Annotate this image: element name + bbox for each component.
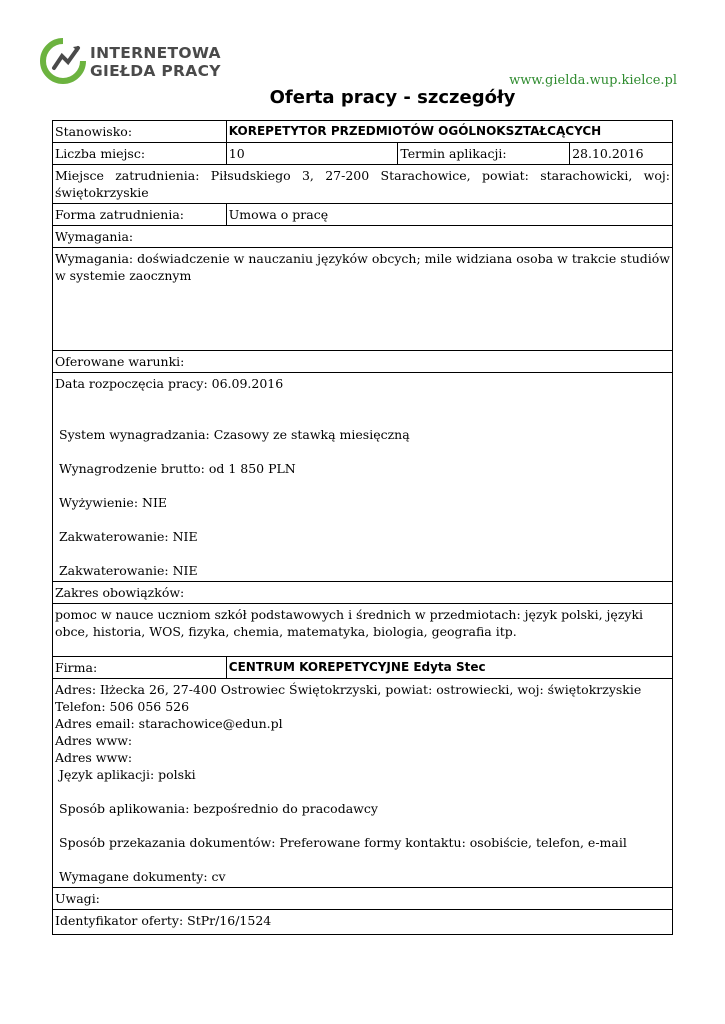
row-conditions-label [53, 351, 673, 373]
notes-label: Uwagi: [53, 888, 673, 910]
places-value: 10 [226, 143, 398, 165]
deadline-label: Termin aplikacji: [398, 143, 570, 165]
contact-block [53, 679, 673, 888]
requirements-value: Wymagania: doświadczenie w nauczaniu języków obcych; mile widziana osoba w trakcie studiów w systemie zaocznym [53, 248, 673, 351]
requirements-label: Wymagania: [53, 226, 673, 248]
row-requirements-value [53, 248, 673, 351]
company-label: Firma: [53, 657, 227, 679]
salary: Wynagrodzenie brutto: od 1 850 PLN [59, 461, 296, 476]
row-position [53, 121, 673, 143]
logo-emblem-icon [40, 38, 86, 84]
offer-identifier: Identyfikator oferty: StPr/16/1524 [53, 910, 673, 935]
position-label: Stanowisko: [53, 121, 227, 143]
logo [40, 38, 230, 88]
row-notes [53, 888, 673, 910]
meals: Wyżywienie: NIE [59, 495, 168, 510]
documents-delivery: Sposób przekazania dokumentów: Preferowane formy kontaktu: osobiście, telefon, e-mail [59, 835, 627, 850]
row-requirements-label [53, 226, 673, 248]
row-duties-label [53, 582, 673, 604]
logo-text-line2: GIEŁDA PRACY [90, 62, 221, 80]
company-phone: Telefon: 506 056 526 [55, 699, 190, 714]
required-documents: Wymagane dokumenty: cv [59, 869, 226, 884]
company-email: Adres email: starachowice@edun.pl [55, 716, 283, 731]
row-location [53, 165, 673, 204]
application-language: Język aplikacji: polski [59, 767, 196, 782]
places-label: Liczba miejsc: [53, 143, 227, 165]
logo-text-line1: INTERNETOWA [90, 44, 221, 62]
row-duties-value [53, 604, 673, 657]
deadline-value: 28.10.2016 [570, 143, 673, 165]
pay-system: System wynagradzania: Czasowy ze stawką miesięczną [59, 427, 410, 442]
employment-value: Umowa o pracę [226, 204, 672, 226]
application-method: Sposób aplikowania: bezpośrednio do pracodawcy [59, 801, 378, 816]
row-places [53, 143, 673, 165]
company-value: CENTRUM KOREPETYCYJNE Edyta Stec [226, 657, 672, 679]
duties-value: pomoc w nauce uczniom szkół podstawowych i średnich w przedmiotach: język polski, języki obce, historia, WOS, fizyka, chemia, matematyka, biologia, geografia itp. [53, 604, 673, 657]
housing-1: Zakwaterowanie: NIE [59, 529, 198, 544]
company-www-2: Adres www: [55, 750, 133, 765]
row-contact [53, 679, 673, 888]
website-link[interactable]: www.gielda.wup.kielce.pl [509, 73, 677, 88]
housing-2: Zakwaterowanie: NIE [59, 563, 198, 578]
row-identifier [53, 910, 673, 935]
conditions-value [53, 373, 673, 582]
page-title: Oferta pracy - szczegóły [269, 87, 516, 108]
row-conditions-value [53, 373, 673, 582]
start-date: Data rozpoczęcia pracy: 06.09.2016 [55, 376, 284, 391]
position-value: KOREPETYTOR PRZEDMIOTÓW OGÓLNOKSZTAŁCĄCYCH [226, 121, 672, 143]
duties-label: Zakres obowiązków: [53, 582, 673, 604]
location-value: Miejsce zatrudnienia: Piłsudskiego 3, 27-200 Starachowice, powiat: starachowicki, woj: świętokrzyskie [53, 165, 673, 204]
conditions-label: Oferowane warunki: [53, 351, 673, 373]
row-company [53, 657, 673, 679]
company-address: Adres: Iłżecka 26, 27-400 Ostrowiec Świętokrzyski, powiat: ostrowiecki, woj: świętokrzyskie [55, 682, 642, 697]
row-employment [53, 204, 673, 226]
offer-table [52, 120, 673, 935]
company-www-1: Adres www: [55, 733, 133, 748]
employment-label: Forma zatrudnienia: [53, 204, 227, 226]
